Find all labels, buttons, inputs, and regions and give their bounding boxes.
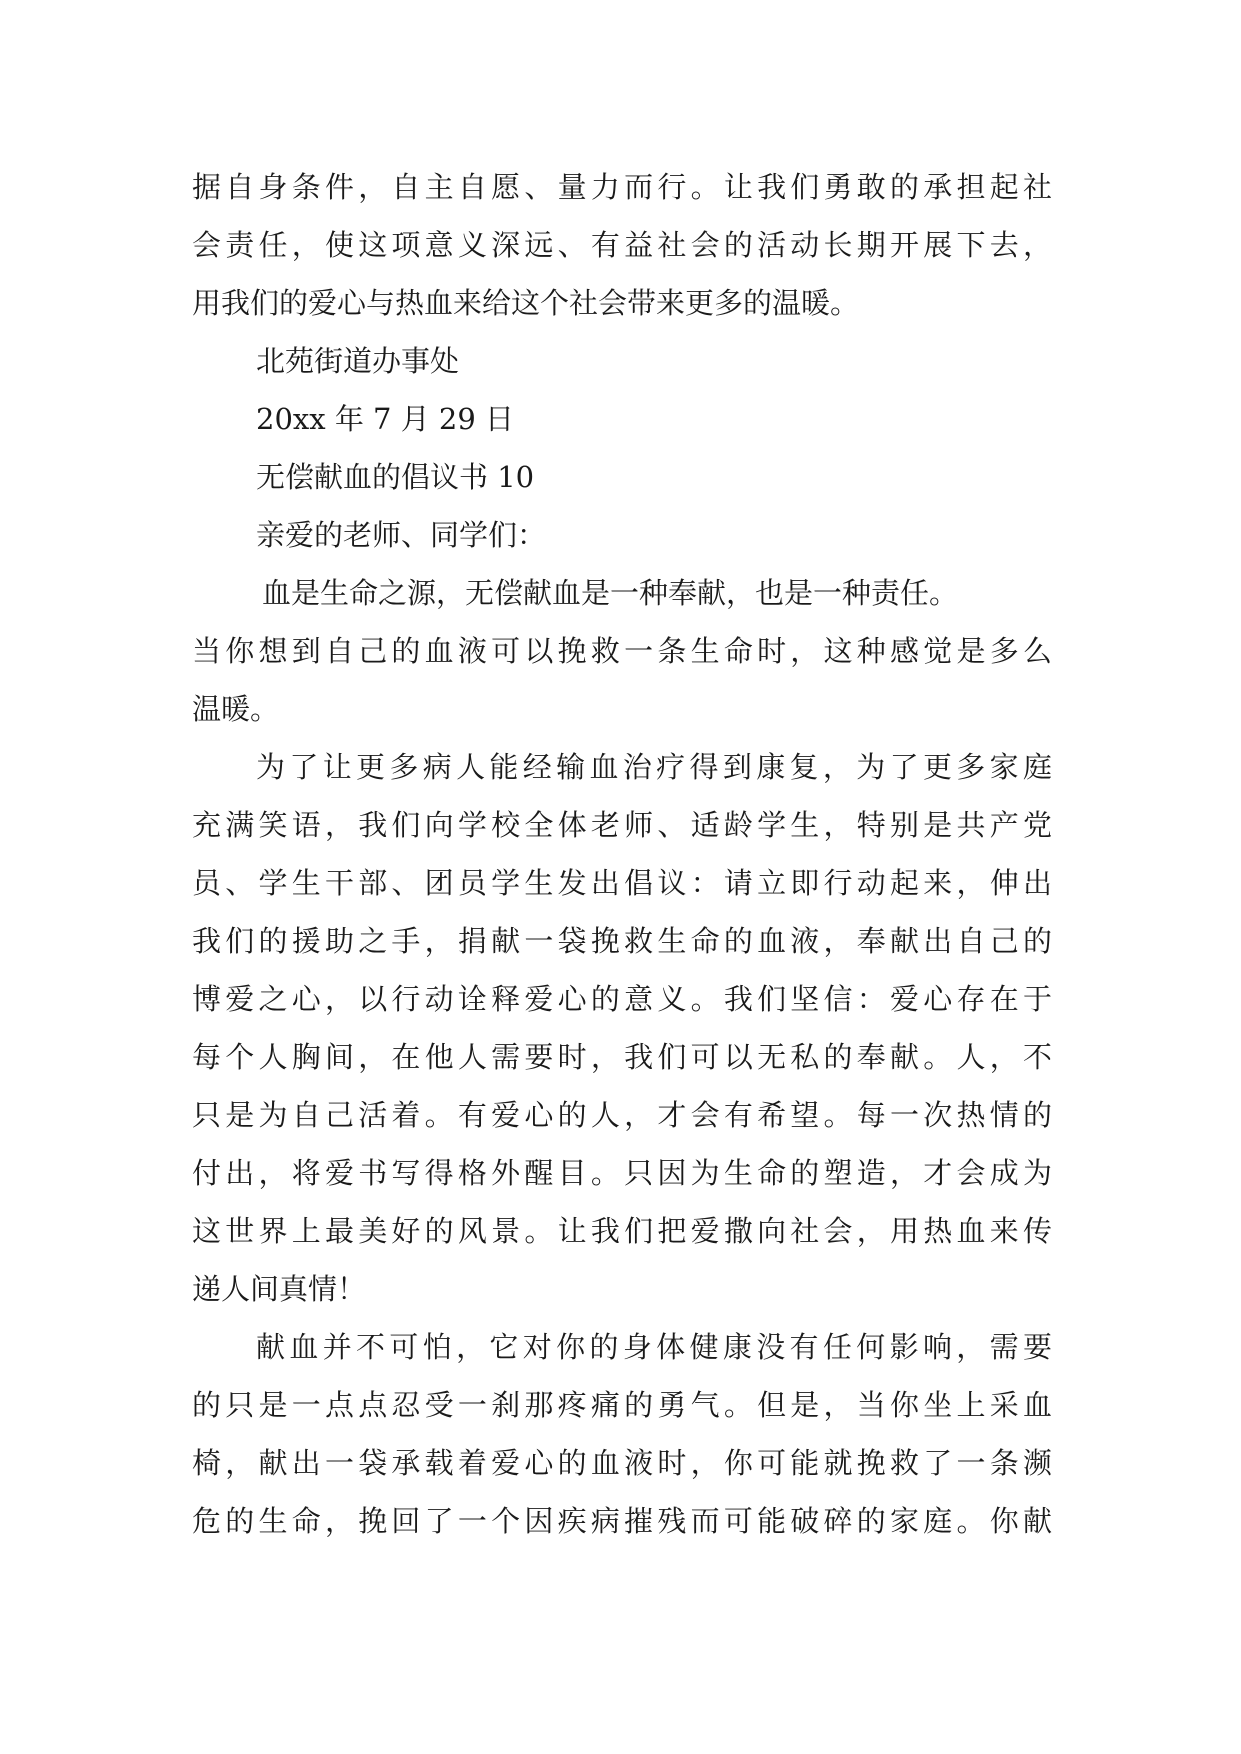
paragraph-line: 献血并不可怕，它对你的身体健康没有任何影响，需要 xyxy=(256,1330,1052,1364)
paragraph-line: 充满笑语，我们向学校全体老师、适龄学生，特别是共产党 xyxy=(192,808,1052,842)
paragraph-line: 每个人胸间，在他人需要时，我们可以无私的奉献。人，不 xyxy=(192,1040,1052,1074)
paragraph-line: 付出，将爱书写得格外醒目。只因为生命的塑造，才会成为 xyxy=(192,1156,1052,1190)
paragraph-line: 我们的援助之手，捐献一袋挽救生命的血液，奉献出自己的 xyxy=(192,924,1052,958)
document-body xyxy=(192,158,1052,1550)
paragraph-line: 据自身条件，自主自愿、量力而行。让我们勇敢的承担起社 xyxy=(192,170,1052,204)
paragraph-line: 这世界上最美好的风景。让我们把爱撒向社会，用热血来传 xyxy=(192,1214,1052,1248)
paragraph-line: 血是生命之源，无偿献血是一种奉献，也是一种责任。 xyxy=(262,576,959,610)
signature-date: 20xx 年 7 月 29 日 xyxy=(256,402,515,436)
paragraph-line: 危的生命，挽回了一个因疾病摧残而可能破碎的家庭。你献 xyxy=(192,1504,1052,1538)
paragraph-line: 温暖。 xyxy=(192,692,280,726)
paragraph-line: 员、学生干部、团员学生发出倡议：请立即行动起来，伸出 xyxy=(192,866,1052,900)
signature-organization: 北苑街道办事处 xyxy=(256,344,460,378)
paragraph-line: 只是为自己活着。有爱心的人，才会有希望。每一次热情的 xyxy=(192,1098,1052,1132)
paragraph-line: 博爱之心，以行动诠释爱心的意义。我们坚信：爱心存在于 xyxy=(192,982,1052,1016)
paragraph-line: 为了让更多病人能经输血治疗得到康复，为了更多家庭 xyxy=(256,750,1052,784)
paragraph-line: 的只是一点点忍受一刹那疼痛的勇气。但是，当你坐上采血 xyxy=(192,1388,1052,1422)
paragraph-line: 用我们的爱心与热血来给这个社会带来更多的温暖。 xyxy=(192,286,860,320)
paragraph-line: 递人间真情！ xyxy=(192,1272,367,1306)
paragraph-line: 会责任，使这项意义深远、有益社会的活动长期开展下去， xyxy=(192,228,1052,262)
section-title: 无偿献血的倡议书 10 xyxy=(256,460,535,494)
paragraph-line: 椅，献出一袋承载着爱心的血液时，你可能就挽救了一条濒 xyxy=(192,1446,1052,1480)
salutation: 亲爱的老师、同学们： xyxy=(256,518,547,552)
paragraph-line: 当你想到自己的血液可以挽救一条生命时，这种感觉是多么 xyxy=(192,634,1052,668)
